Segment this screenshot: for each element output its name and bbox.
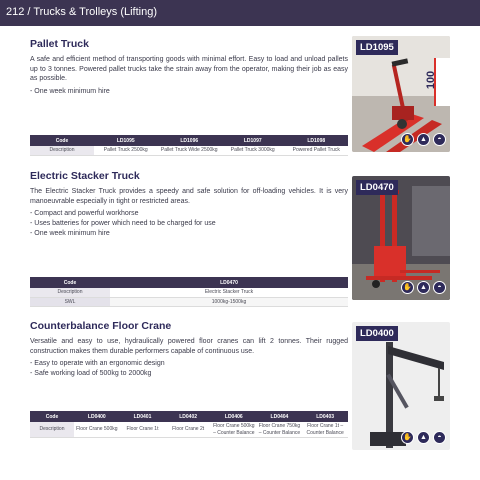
table-cell: Floor Crane 1t xyxy=(120,422,166,438)
feature-item: - One week minimum hire xyxy=(30,230,110,237)
feature-list xyxy=(30,209,348,239)
table-header-cell: LD0402 xyxy=(165,411,211,422)
section-title: Electric Stacker Truck xyxy=(30,170,140,182)
pallet-truck-photo xyxy=(352,36,450,152)
table-header-cell: LD0406 xyxy=(211,411,257,422)
load-stamp-text: 100 xyxy=(425,70,438,90)
table-header-row xyxy=(30,135,348,146)
stacker-truck-photo xyxy=(352,176,450,300)
glove-icon: ✋ xyxy=(401,281,414,294)
glove-icon: ✋ xyxy=(401,133,414,146)
table-cell: Floor Crane 500kg xyxy=(74,422,120,438)
boot-icon: ▲ xyxy=(417,133,430,146)
table-cell: Floor Crane 2t xyxy=(165,422,211,438)
helmet-icon: ◓ xyxy=(433,281,446,294)
page-title: 212 / Trucks & Trolleys (Lifting) xyxy=(6,6,157,18)
stacker-truck-section xyxy=(30,170,348,239)
load-stamp xyxy=(425,58,450,106)
feature-item: - Safe working load of 500kg to 2000kg xyxy=(30,370,152,377)
table-header-row xyxy=(30,277,348,288)
table-cell: Electric Stacker Truck xyxy=(110,288,348,297)
table-cell: Description xyxy=(30,146,94,155)
glove-icon: ✋ xyxy=(401,431,414,444)
section-description: The Electric Stacker Truck provides a speedy and safe solution for off-loading vehicles. It is very manoeuvrable especially in tight or restricted areas. xyxy=(30,188,348,205)
table-row xyxy=(30,422,348,438)
product-code-badge: LD0400 xyxy=(356,326,398,341)
table-cell: Pallet Truck 2500kg xyxy=(94,146,158,155)
table-cell: Description xyxy=(30,422,74,438)
table-header-cell: Code xyxy=(30,135,94,146)
table-cell: Description xyxy=(30,288,110,297)
table-header-cell: LD1098 xyxy=(285,135,349,146)
table-header-cell: LD1096 xyxy=(158,135,222,146)
floor-crane-section xyxy=(30,320,348,379)
helmet-icon: ◓ xyxy=(433,431,446,444)
section-title: Counterbalance Floor Crane xyxy=(30,320,172,332)
table-header-row xyxy=(30,411,348,422)
table-row xyxy=(30,146,348,155)
section-description: Versatile and easy to use, hydraulically powered floor cranes can lift 2 tonnes. Their rugged construction makes them durable performers capable of continuous use. xyxy=(30,338,348,355)
feature-item: - Compact and powerful workhorse xyxy=(30,210,139,217)
section-title: Pallet Truck xyxy=(30,38,89,50)
table-header-cell: LD0403 xyxy=(302,411,348,422)
floor-crane-photo xyxy=(352,322,450,450)
table-cell: Pallet Truck Wide 2500kg xyxy=(158,146,222,155)
stacker-truck-table xyxy=(30,277,348,307)
boot-icon: ▲ xyxy=(417,431,430,444)
safety-icons xyxy=(401,133,446,146)
boot-icon: ▲ xyxy=(417,281,430,294)
table-header-cell: LD1095 xyxy=(94,135,158,146)
floor-crane-table xyxy=(30,411,348,438)
table-cell: Floor Crane 500kg – Counter Balance xyxy=(211,422,257,438)
table-header-cell: LD1097 xyxy=(221,135,285,146)
safety-icons xyxy=(401,281,446,294)
feature-item: - Easy to operate with an ergonomic design xyxy=(30,360,165,367)
table-header-cell: Code xyxy=(30,277,110,288)
table-header-cell: LD0404 xyxy=(257,411,303,422)
table-cell: Powered Pallet Truck xyxy=(285,146,349,155)
feature-item: - Uses batteries for power which need to be charged for use xyxy=(30,220,216,227)
pallet-truck-table xyxy=(30,135,348,156)
safety-icons xyxy=(401,431,446,444)
feature-list xyxy=(30,359,348,379)
product-code-badge: LD0470 xyxy=(356,180,398,195)
table-cell: 1000kg-1500kg xyxy=(110,297,348,307)
table-header-cell: Code xyxy=(30,411,74,422)
table-header-cell: LD0400 xyxy=(74,411,120,422)
helmet-icon: ◓ xyxy=(433,133,446,146)
table-cell: Pallet Truck 3000kg xyxy=(221,146,285,155)
feature-item: - One week minimum hire xyxy=(30,87,110,95)
table-cell: SWL xyxy=(30,297,110,307)
table-row xyxy=(30,288,348,297)
table-cell: Floor Crane 750kg – Counter Balance xyxy=(257,422,303,438)
table-cell: Floor Crane 1t – Counter Balance xyxy=(302,422,348,438)
table-header-cell: LD0470 xyxy=(110,277,348,288)
table-header-cell: LD0401 xyxy=(120,411,166,422)
pallet-truck-section xyxy=(30,38,348,97)
table-row xyxy=(30,297,348,307)
section-description: A safe and efficient method of transporting goods with minimal effort. Easy to load and unload pallets up to 3 tonnes. Powered pallet trucks take the strain away from the operator, making their job as easy as possible. xyxy=(30,56,348,82)
page-header xyxy=(0,0,480,26)
product-code-badge: LD1095 xyxy=(356,40,398,55)
feature-list xyxy=(30,87,348,97)
